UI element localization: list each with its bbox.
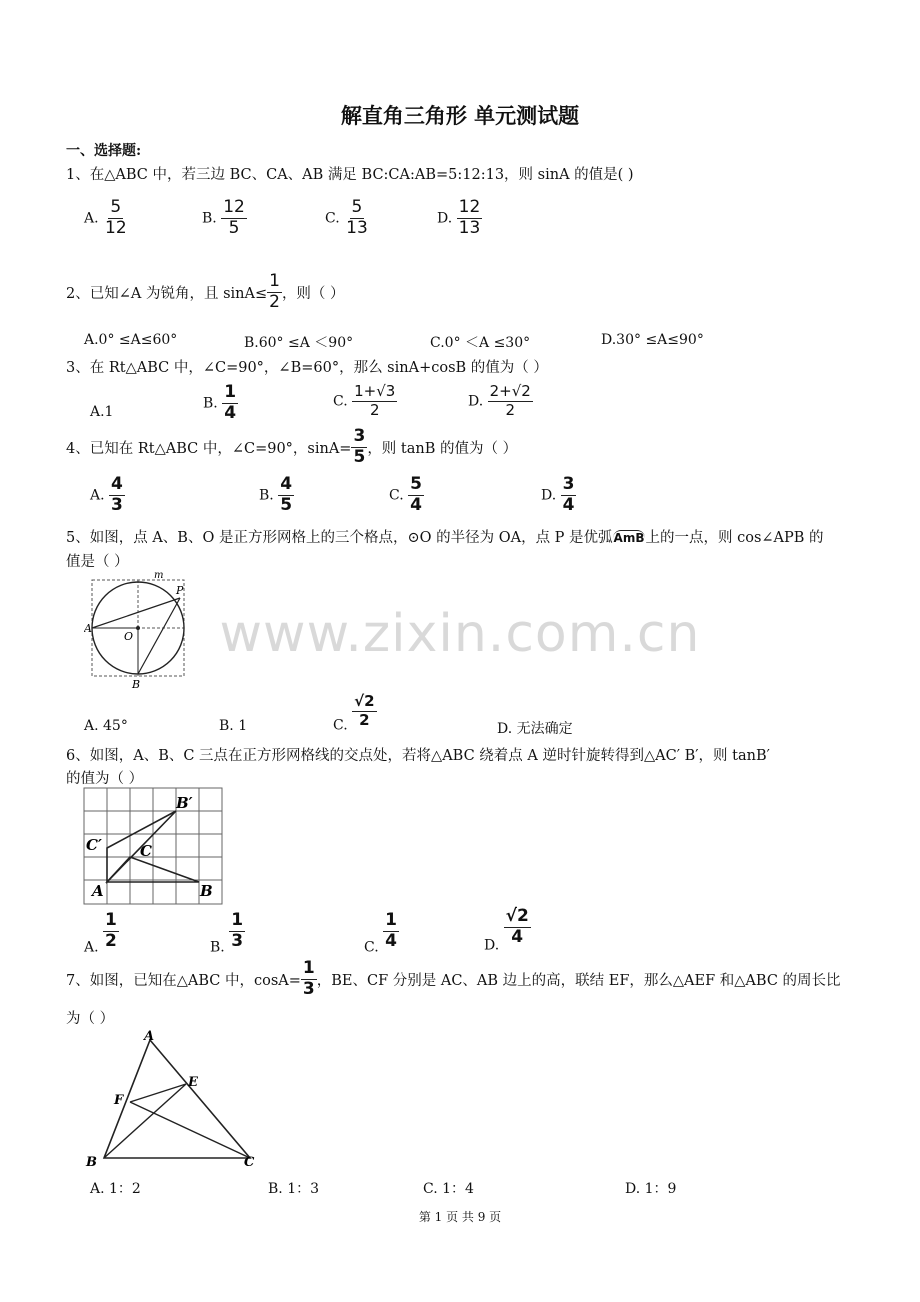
q6-option-b-label: B. — [210, 939, 225, 956]
q4-frac-num: 3 — [353, 426, 366, 446]
q3-option-d[interactable] — [468, 384, 533, 419]
q3-text: 3、在 Rt△ABC 中，∠C=90°，∠B=60°，那么 sinA+cosB 的值为（ ） — [66, 360, 548, 376]
q1-b-den: 5 — [228, 217, 240, 238]
q6-a-num: 1 — [105, 910, 117, 930]
q1-a-den: 12 — [105, 217, 127, 238]
q6-a-den: 2 — [105, 930, 117, 951]
q7-figure — [80, 1028, 266, 1172]
q4-option-c[interactable] — [389, 476, 424, 515]
q6-d-den: 4 — [511, 926, 524, 947]
q1-a-num: 5 — [110, 197, 122, 217]
q5-label-b: B — [132, 678, 141, 691]
q4-d-num: 3 — [562, 474, 575, 494]
q5-line2: 值是（ ） — [66, 554, 129, 570]
q6-option-d-label: D. — [484, 937, 500, 954]
q4-a-den: 3 — [111, 494, 123, 515]
q7-line-ef — [130, 1084, 186, 1102]
q6-option-a[interactable] — [84, 912, 119, 955]
q1-b-num: 12 — [223, 197, 245, 217]
q1-option-c[interactable] — [325, 199, 370, 238]
q2-option-c[interactable]: C.0° ＜A ≤30° — [430, 335, 531, 351]
q5-option-d[interactable]: D. 无法确定 — [497, 721, 573, 737]
q7-label-a: A — [144, 1029, 155, 1044]
q4-frac-den: 5 — [353, 446, 366, 467]
q5-line1 — [66, 526, 824, 547]
q5-option-c-label: C. — [333, 717, 348, 734]
q5-line1-before: 5、如图，点 A、B、O 是正方形网格上的三个格点，⊙O 的半径为 OA，点 P 是优弧 — [66, 530, 613, 546]
q5-figure — [84, 568, 196, 692]
q1-option-d-label: D. — [437, 210, 453, 227]
q4-option-a[interactable] — [90, 476, 125, 515]
q5-c-num: √2 — [354, 692, 375, 710]
q4-a-num: 4 — [111, 474, 123, 494]
q6-d-num: √2 — [505, 906, 529, 926]
q3-c-num: 1+√3 — [354, 382, 396, 400]
q1-option-a-label: A. — [84, 210, 99, 227]
q3-option-c[interactable] — [333, 384, 397, 419]
q2-frac-num: 1 — [269, 271, 280, 291]
q4-c-num: 5 — [410, 474, 422, 494]
q5-line1-after: 上的一点，则 cos∠APB 的 — [645, 530, 824, 546]
q3-b-num: 1 — [224, 382, 237, 402]
watermark: www.zixin.com.cn — [219, 604, 701, 664]
q5-arc-label: AmB — [613, 531, 645, 545]
q6-label-c: C — [140, 842, 152, 860]
q4-option-a-label: A. — [90, 487, 105, 504]
q6-figure — [80, 784, 226, 908]
q7-option-b[interactable]: B. 1：3 — [268, 1181, 320, 1197]
q6-label-b: B — [200, 882, 213, 900]
q5-line-bp — [138, 598, 180, 674]
q6-option-c[interactable] — [364, 912, 399, 955]
q1-option-a[interactable] — [84, 199, 129, 238]
q7-line2: 为（ ） — [66, 1011, 115, 1027]
q5-line-ap — [92, 598, 180, 628]
section-heading: 一、选择题: — [66, 143, 142, 159]
q1-option-c-label: C. — [325, 210, 340, 227]
q3-option-b-label: B. — [203, 395, 218, 412]
q4-text-after: ，则 tanB 的值为（ ） — [367, 440, 518, 457]
q6-line1: 6、如图，A、B、C 三点在正方形网格线的交点处，若将△ABC 绕着点 A 逆时针旋转得到△AC′ B′，则 tanB′ — [66, 748, 770, 764]
q6-line2: 的值为（ ） — [66, 771, 144, 787]
q6-label-b-prime: B′ — [176, 794, 193, 812]
q4-option-d-label: D. — [541, 487, 557, 504]
q7-frac-den: 3 — [302, 978, 315, 999]
q3-d-num: 2+√2 — [489, 382, 531, 400]
q6-option-d[interactable] — [484, 908, 531, 953]
q4-option-b[interactable] — [259, 476, 294, 515]
q6-option-a-label: A. — [84, 939, 99, 956]
q2-option-a[interactable]: A.0° ≤A≤60° — [84, 332, 178, 348]
q1-option-b[interactable] — [202, 199, 247, 238]
q4-b-den: 5 — [280, 494, 293, 515]
q7-text — [66, 960, 841, 999]
q2-frac-den: 2 — [269, 291, 280, 312]
q5-center-dot — [136, 626, 140, 630]
q1-c-den: 13 — [346, 217, 368, 238]
q7-line-cf — [130, 1102, 250, 1158]
q6-b-num: 1 — [231, 910, 244, 930]
q7-triangle-abc — [104, 1040, 250, 1158]
q5-label-p: P — [176, 584, 184, 597]
q2-text-after: ，则（ ） — [281, 285, 345, 302]
q3-option-c-label: C. — [333, 393, 348, 410]
q7-frac-num: 1 — [302, 958, 315, 978]
q2-text — [66, 273, 345, 312]
q6-label-a: A — [92, 882, 104, 900]
q5-label-o: O — [124, 630, 134, 643]
q7-label-c: C — [244, 1155, 255, 1170]
q7-label-f: F — [114, 1093, 124, 1108]
q7-text-after: ，BE、CF 分别是 AC、AB 边上的高，联结 EF，那么△AEF 和△ABC 的周长比 — [316, 972, 841, 989]
q7-option-c[interactable]: C. 1：4 — [423, 1181, 474, 1197]
q6-option-c-label: C. — [364, 939, 379, 956]
q5-option-a[interactable]: A. 45° — [84, 718, 128, 734]
q2-option-d[interactable]: D.30° ≤A≤90° — [601, 332, 704, 348]
q6-b-den: 3 — [231, 930, 244, 951]
page-title: 解直角三角形 单元测试题 — [340, 103, 580, 128]
q3-option-d-label: D. — [468, 393, 484, 410]
q1-text: 1、在△ABC 中，若三边 BC、CA、AB 满足 BC:CA:AB=5:12:13，则 sinA 的值是( ) — [66, 167, 634, 183]
q3-b-den: 4 — [224, 402, 237, 423]
q7-label-b: B — [86, 1155, 97, 1170]
q5-option-c[interactable] — [333, 694, 377, 733]
q1-d-num: 12 — [458, 197, 481, 217]
q3-d-den: 2 — [505, 400, 516, 419]
q1-option-d[interactable] — [437, 199, 482, 238]
q6-option-b[interactable] — [210, 912, 245, 955]
q7-option-d[interactable]: D. 1：9 — [625, 1181, 677, 1197]
q6-label-c-prime: C′ — [86, 836, 102, 854]
q7-label-e: E — [188, 1075, 198, 1090]
q4-option-c-label: C. — [389, 487, 404, 504]
q3-c-den: 2 — [369, 400, 380, 419]
q7-option-a[interactable]: A. 1：2 — [90, 1181, 141, 1197]
q3-option-b[interactable] — [203, 384, 238, 423]
q4-option-d[interactable] — [541, 476, 576, 515]
q6-c-num: 1 — [385, 910, 397, 930]
q1-d-den: 13 — [458, 217, 481, 238]
q4-b-num: 4 — [280, 474, 293, 494]
q7-text-before: 7、如图，已知在△ABC 中，cosA= — [66, 972, 301, 989]
q5-c-den: 2 — [359, 710, 370, 729]
q1-option-b-label: B. — [202, 210, 217, 227]
q5-label-a: A — [84, 622, 92, 635]
q2-option-b[interactable]: B.60° ≤A ＜90° — [244, 335, 354, 351]
q5-option-b[interactable]: B. 1 — [219, 718, 248, 734]
q4-text-before: 4、已知在 Rt△ABC 中，∠C=90°，sinA= — [66, 440, 352, 457]
q4-option-b-label: B. — [259, 487, 274, 504]
q5-label-m: m — [154, 570, 164, 581]
q4-text — [66, 428, 517, 467]
q2-text-before: 2、已知∠A 为锐角，且 sinA≤ — [66, 285, 268, 302]
q3-option-a[interactable]: A.1 — [90, 404, 114, 420]
page-footer: 第 1 页 共 9 页 — [418, 1210, 502, 1224]
q4-d-den: 4 — [562, 494, 575, 515]
q4-c-den: 4 — [410, 494, 422, 515]
q1-c-num: 5 — [351, 197, 363, 217]
q6-c-den: 4 — [385, 930, 397, 951]
